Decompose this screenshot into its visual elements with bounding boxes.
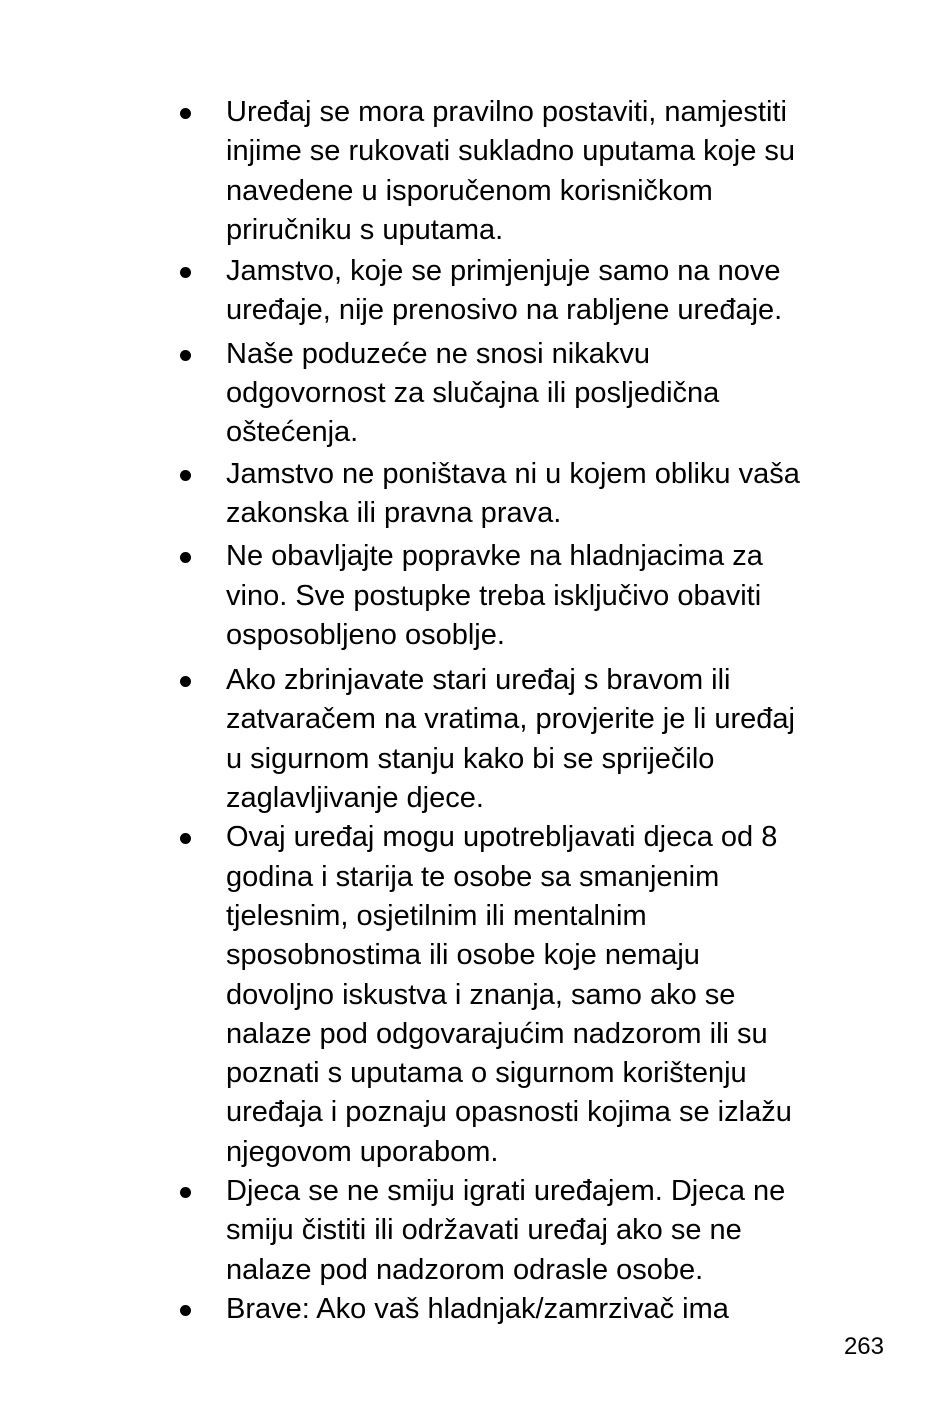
list-item-line: dovoljno iskustva i znanja, samo ako se <box>226 978 736 1011</box>
list-item-line: Ovaj uređaj mogu upotrebljavati djeca od 8 <box>226 821 778 854</box>
list-item <box>178 661 878 818</box>
list-item <box>178 1172 878 1290</box>
bullet-icon <box>180 350 191 361</box>
list-item-line: uređaja i poznaju opasnosti kojima se izlažu <box>226 1096 792 1129</box>
list-item-line: Ako zbrinjavate stari uređaj s bravom ili <box>226 664 731 697</box>
page-number: 263 <box>843 1333 884 1360</box>
list-item-line: injime se rukovati sukladno uputama koje su <box>226 135 796 168</box>
bullet-icon <box>180 833 191 844</box>
bullet-icon <box>180 1187 191 1198</box>
list-item-line: navedene u isporučenom korisničkom <box>226 174 713 207</box>
list-item-line: zaglavljivanje djece. <box>226 782 484 815</box>
list-item-line: zakonska ili pravna prava. <box>226 496 562 529</box>
bullet-icon <box>180 552 191 563</box>
list-item-line: uređaje, nije prenosivo na rabljene uređaje. <box>226 294 783 327</box>
list-item-line: Ne obavljajte popravke na hladnjacima za <box>226 540 763 573</box>
list-item-line: u sigurnom stanju kako bi se spriječilo <box>226 742 715 775</box>
list-item <box>178 537 878 655</box>
list-item-line: poznati s uputama o sigurnom korištenju <box>226 1057 747 1090</box>
list-item-line: osposobljeno osoblje. <box>226 618 505 651</box>
list-item-line: njegovom uporabom. <box>226 1135 499 1168</box>
list-item <box>178 252 878 331</box>
list-item-line: Djeca se ne smiju igrati uređajem. Djeca ne <box>226 1175 786 1208</box>
bullet-list <box>178 93 878 1329</box>
bullet-icon <box>180 1305 191 1316</box>
bullet-icon <box>180 470 191 481</box>
list-item-line: nalaze pod nadzorom odrasle osobe. <box>226 1253 704 1286</box>
list-item-line: Jamstvo, koje se primjenjuje samo na nove <box>226 255 781 288</box>
list-item-line: Uređaj se mora pravilno postaviti, namjestiti <box>226 96 787 128</box>
list-item-line: nalaze pod odgovarajućim nadzorom ili su <box>226 1017 768 1050</box>
list-item-line: Naše poduzeće ne snosi nikakvu <box>226 337 650 370</box>
list-item-line: smiju čistiti ili održavati uređaj ako se ne <box>226 1214 742 1247</box>
list-item-line: oštećenja. <box>226 416 359 449</box>
bullet-icon <box>180 108 191 119</box>
list-item <box>178 335 878 453</box>
list-item <box>178 455 878 534</box>
list-item-line: Jamstvo ne poništava ni u kojem obliku vaša <box>226 457 800 490</box>
list-item-line: odgovornost za slučajna ili posljedična <box>226 377 720 410</box>
list-item-line: godina i starija te osobe sa smanjenim <box>226 860 720 893</box>
list-item <box>178 93 878 250</box>
list-item-line: sposobnostima ili osobe koje nemaju <box>226 939 700 972</box>
list-item <box>178 818 878 1172</box>
list-item-line: vino. Sve postupke treba isključivo obaviti <box>226 579 762 612</box>
list-item-line: Brave: Ako vaš hladnjak/zamrzivač ima <box>226 1292 729 1325</box>
bullet-icon <box>180 676 191 687</box>
list-item-line: zatvaračem na vratima, provjerite je li uređaj <box>226 703 795 736</box>
list-item-line: priručniku s uputama. <box>226 213 504 246</box>
bullet-icon <box>180 267 191 278</box>
list-item-line: tjelesnim, osjetilnim ili mentalnim <box>226 899 647 932</box>
list-item <box>178 1290 878 1329</box>
